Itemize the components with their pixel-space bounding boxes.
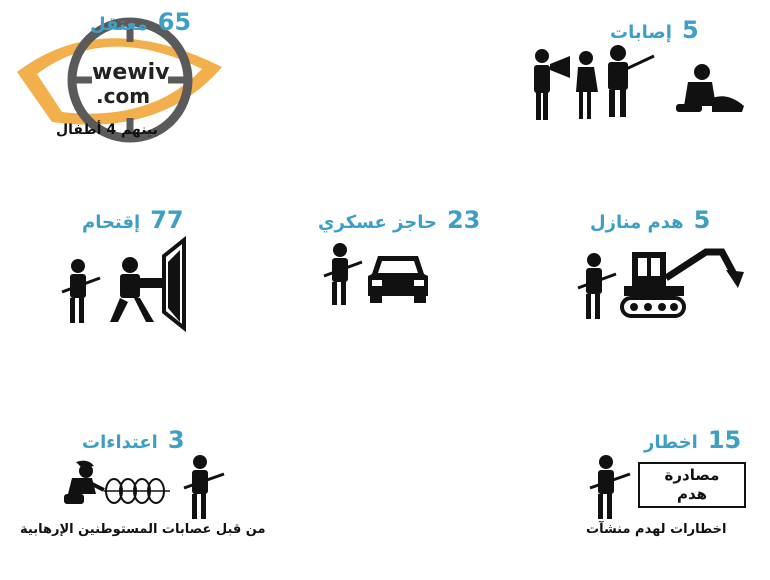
assaults-heading bbox=[82, 426, 185, 454]
bulldozer-icon bbox=[620, 248, 746, 320]
demolitions-number: 5 bbox=[693, 206, 711, 234]
injuries-number: 5 bbox=[681, 16, 699, 44]
watermark-domain: .com bbox=[96, 84, 151, 108]
notices-label: اخطار bbox=[644, 432, 698, 453]
car-icon bbox=[366, 250, 430, 304]
notices-number: 15 bbox=[707, 426, 742, 454]
notices-heading bbox=[644, 426, 741, 454]
raids-label: إقتحام bbox=[82, 212, 141, 233]
checkpoints-number: 23 bbox=[446, 206, 481, 234]
soldier-icon bbox=[320, 242, 364, 306]
soldier-icon bbox=[58, 258, 102, 324]
kneeling-person-icon bbox=[62, 460, 106, 506]
demolitions-heading bbox=[590, 206, 710, 234]
raids-number: 77 bbox=[150, 206, 184, 234]
barbed-wire-icon bbox=[104, 476, 170, 506]
detained-caption: بينهم 4 أطفال bbox=[56, 122, 158, 138]
notices-caption: اخطارات لهدم منشآت bbox=[586, 522, 727, 537]
notice-sign-line2: هدم bbox=[676, 485, 708, 503]
checkpoints-label: حاجز عسكري bbox=[318, 212, 437, 233]
soldier-icon bbox=[574, 252, 618, 320]
injured-person-icon bbox=[666, 62, 746, 118]
watermark-brand: wewiv bbox=[92, 60, 170, 85]
notice-sign-line1: مصادرة bbox=[664, 466, 720, 484]
assaults-label: اعتداءات bbox=[82, 432, 158, 453]
detained-label: معتقل bbox=[90, 14, 148, 35]
demolitions-label: هدم منازل bbox=[590, 212, 684, 233]
assaults-caption: من قبل عصابات المستوطنين الإرهابية bbox=[20, 522, 266, 537]
injuries-label: إصابات bbox=[610, 22, 672, 43]
checkpoints-heading bbox=[318, 206, 480, 234]
assaults-number: 3 bbox=[167, 426, 185, 454]
soldier-icon bbox=[586, 454, 632, 520]
soldier-icon bbox=[180, 454, 226, 520]
raids-heading bbox=[82, 206, 184, 234]
soldier-icon bbox=[598, 44, 656, 118]
detained-heading bbox=[90, 8, 191, 36]
injuries-heading bbox=[610, 16, 699, 44]
detained-number: 65 bbox=[157, 8, 192, 36]
notice-sign bbox=[638, 462, 746, 508]
door-icon bbox=[160, 236, 190, 334]
